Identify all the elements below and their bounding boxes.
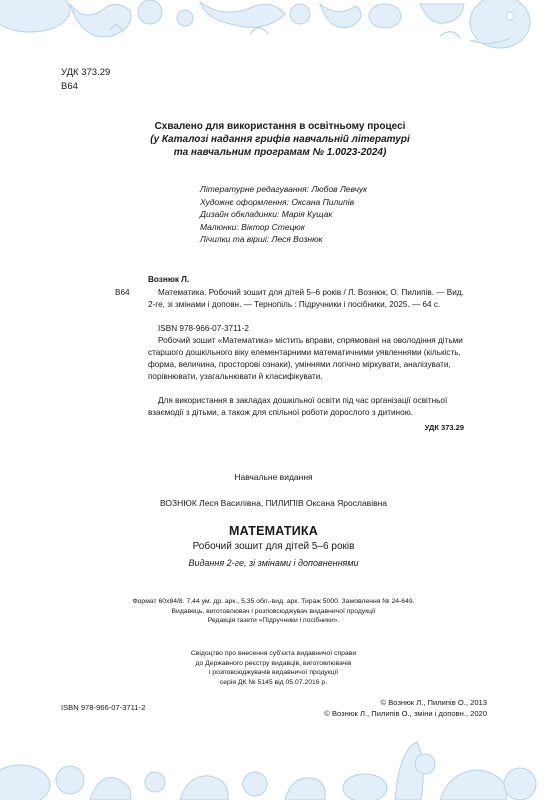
copyright-line: © Вознюк Л., Пилипів О., зміни і доповн., 2020 [324, 709, 487, 718]
top-decorative-border [0, 0, 547, 60]
bottom-decorative-border [0, 740, 547, 800]
credit-row [200, 233, 367, 246]
book-title: МАТЕМАТИКА [229, 524, 318, 538]
credit-value: Марія Кущак [281, 209, 333, 220]
copyright-line: © Вознюк Л., Пилипів О., 2013 [380, 698, 487, 707]
catalog-udk: УДК 373.29 [424, 423, 464, 432]
authors-full: ВОЗНЮК Леся Василівна, ПИЛИПІВ Оксана Ярославівна [159, 498, 388, 508]
certificate-block [0, 649, 547, 687]
udk-header [61, 66, 110, 94]
credit-row [200, 196, 367, 209]
credit-value: Віктор Стецюк [241, 221, 305, 232]
credit-value: Леся Вознюк [271, 234, 323, 245]
certificate-line: серія ДК № 5145 від 05.07.2016 р. [219, 678, 328, 686]
book-subtitle: Робочий зошит для дітей 5–6 років [192, 541, 355, 552]
catalog-isbn: ISBN 978-966-07-3711-2 [158, 324, 249, 333]
approval-line-3: та навчальним програмам № 1.0023-2024) [173, 147, 387, 158]
catalog-card-code: В64 [115, 288, 130, 297]
approval-block [110, 120, 450, 159]
approval-title: Схвалено для використання в освітньому процесі [154, 121, 406, 132]
catalog-usage: Для використання в закладах дошкільної освіти під час організації освітньої взаємодії з дітьми, а також для спільної роботи дорослого з дитиною. [148, 396, 448, 417]
credit-key: Лічилки та вірші: [200, 234, 270, 245]
credit-row [200, 183, 367, 196]
udk-code: УДК 373.29 [61, 67, 111, 78]
credit-row [200, 208, 367, 221]
edition-info: Видання 2-ге, зі змінами і доповненнями [188, 558, 359, 568]
credit-key: Художнє оформлення: [200, 196, 289, 207]
certificate-line: до Державного реєстру видавців, виготовлювачів [195, 659, 352, 667]
imprint-block [0, 597, 547, 626]
catalog-code: В64 [61, 81, 78, 92]
copyright-block [324, 697, 487, 719]
credit-key: Літературне редагування: [200, 184, 310, 194]
catalog-description: Робочий зошит «Математика» містить вправи, спрямовані на оволодіння дітьми старшого дошкільного віку елементарними математичними уявленнями (кількість, форма, величина, просторові ознаки), уміннями логічно міркувати, аналізувати, порівнювати, узагальнювати й класифікувати. [148, 336, 463, 381]
credit-key: Малюнки: [200, 221, 239, 232]
catalog-author: Вознюк Л. [148, 275, 190, 284]
imprint-line: Формат 60х84/8. 7,44 ум. др. арк., 5,35 обл.-вид. арк. Тираж 5000. Замовлення № 24-649. [132, 598, 415, 605]
credit-value: Любов Левчук [311, 184, 368, 194]
credits-block [200, 183, 367, 246]
imprint-line: Видавець, виготовлювач і розповсюджувач видавничої продукції [171, 607, 376, 615]
catalog-entry: Математика. Робочий зошит для дітей 5–6 років / Л. Вознюк, О. Пилипів. — Вид. 2-ге, зі змінами і доповн. — Тернопіль : Підручники і посібники, 2025. — 64 с. [148, 288, 464, 309]
edition-type: Навчальне видання [234, 472, 313, 482]
credit-key: Дизайн обкладинки: [200, 209, 280, 220]
approval-line-2: (у Каталозі надання грифів навчальній літературі [150, 134, 410, 145]
credit-row [200, 221, 367, 234]
certificate-line: Свідоцтво про внесення суб'єкта видавничої справи [190, 650, 357, 657]
credit-value: Оксана Пилипів [291, 196, 355, 207]
footer-isbn: ISBN 978-966-07-3711-2 [61, 703, 146, 712]
imprint-line: Редакція газети «Підручники і посібники». [207, 617, 340, 624]
certificate-line: і розповсюджувачів видавничої продукції [208, 669, 339, 676]
